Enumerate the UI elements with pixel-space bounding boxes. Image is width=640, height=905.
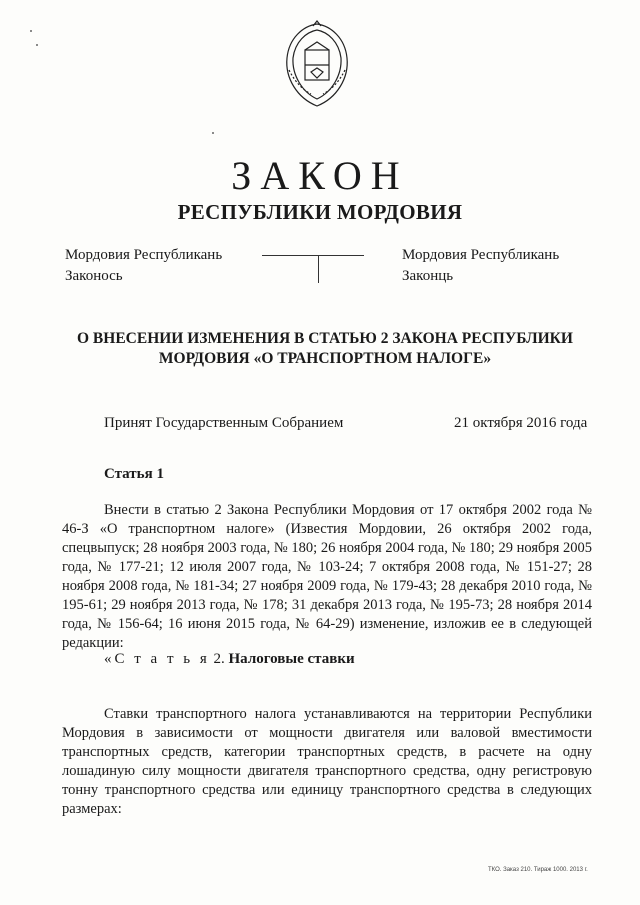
document-subtitle: РЕСПУБЛИКИ МОРДОВИЯ: [177, 200, 463, 224]
article-2-title: [104, 651, 355, 668]
article-2-name: Налоговые ставки: [228, 651, 355, 667]
erzya-title: [402, 245, 559, 287]
print-imprint: ТКО. Заказ 210. Тираж 1000. 2013 г.: [488, 867, 588, 873]
scan-speck: [30, 30, 32, 32]
moksha-title: [65, 245, 222, 287]
erzya-title-line-2: Законць: [402, 268, 454, 284]
document-title: ЗАКОН: [231, 153, 409, 198]
moksha-title-line-2: Законось: [65, 268, 123, 284]
header-divider: [262, 255, 364, 256]
law-heading-line-2: МОРДОВИЯ «О ТРАНСПОРТНОМ НАЛОГЕ»: [158, 350, 492, 367]
article-2-prefix: «С т а т ь я: [104, 651, 210, 667]
erzya-title-line-1: Мордовия Республикань: [402, 247, 560, 263]
article-1-text: Внести в статью 2 Закона Республики Мордовия от 17 октября 2002 года № 46-З «О транспортном налоге» (Известия Мордовии, 26 октября 2002 года, спецвыпуск; 28 ноября 2003 года, № 180; 26 ноября 2004 года, № 180; 29 ноября 2005 года, № 177-21; 12 июля 2007 года, № 103-24; 7 октября 2008 года, № 151-27; 28 ноября 2008 года, № 181-34; 27 ноября 2009 года, № 179-43; 28 декабря 2010 года, № 195-61; 29 ноября 2013 года, № 178; 31 декабря 2013 года, № 195-73; 28 ноября 2014 года, № 156-64; 16 июня 2015 года, № 64-29) изменение, изложив ее в следующей редакции:: [62, 502, 592, 651]
article-1-title: Статья 1: [104, 466, 164, 482]
law-heading-line-1: О ВНЕСЕНИИ ИЗМЕНЕНИЯ В СТАТЬЮ 2 ЗАКОНА РЕСПУБЛИКИ: [77, 330, 573, 347]
header-divider-vertical: [318, 255, 319, 283]
scan-speck: [212, 132, 214, 134]
coat-of-arms-emblem: [275, 20, 359, 112]
article-2-number: 2.: [213, 651, 225, 667]
moksha-title-line-1: Мордовия Республикань: [65, 247, 223, 263]
article-2-text: Ставки транспортного налога устанавливаются на территории Республики Мордовия в зависимости от мощности двигателя или валовой вместимости транспортных средств, категории транспортных средств, в расчете на одну лошадиную силу мощности двигателя транспортного средства, одну регистровую тонну транспортного средства или единицу транспортного средства в следующих размерах:: [62, 706, 592, 817]
scan-speck: [36, 44, 38, 46]
law-heading: [60, 329, 590, 369]
adoption-date: 21 октября 2016 года: [454, 415, 588, 431]
adopted-by: Принят Государственным Собранием: [104, 415, 344, 431]
